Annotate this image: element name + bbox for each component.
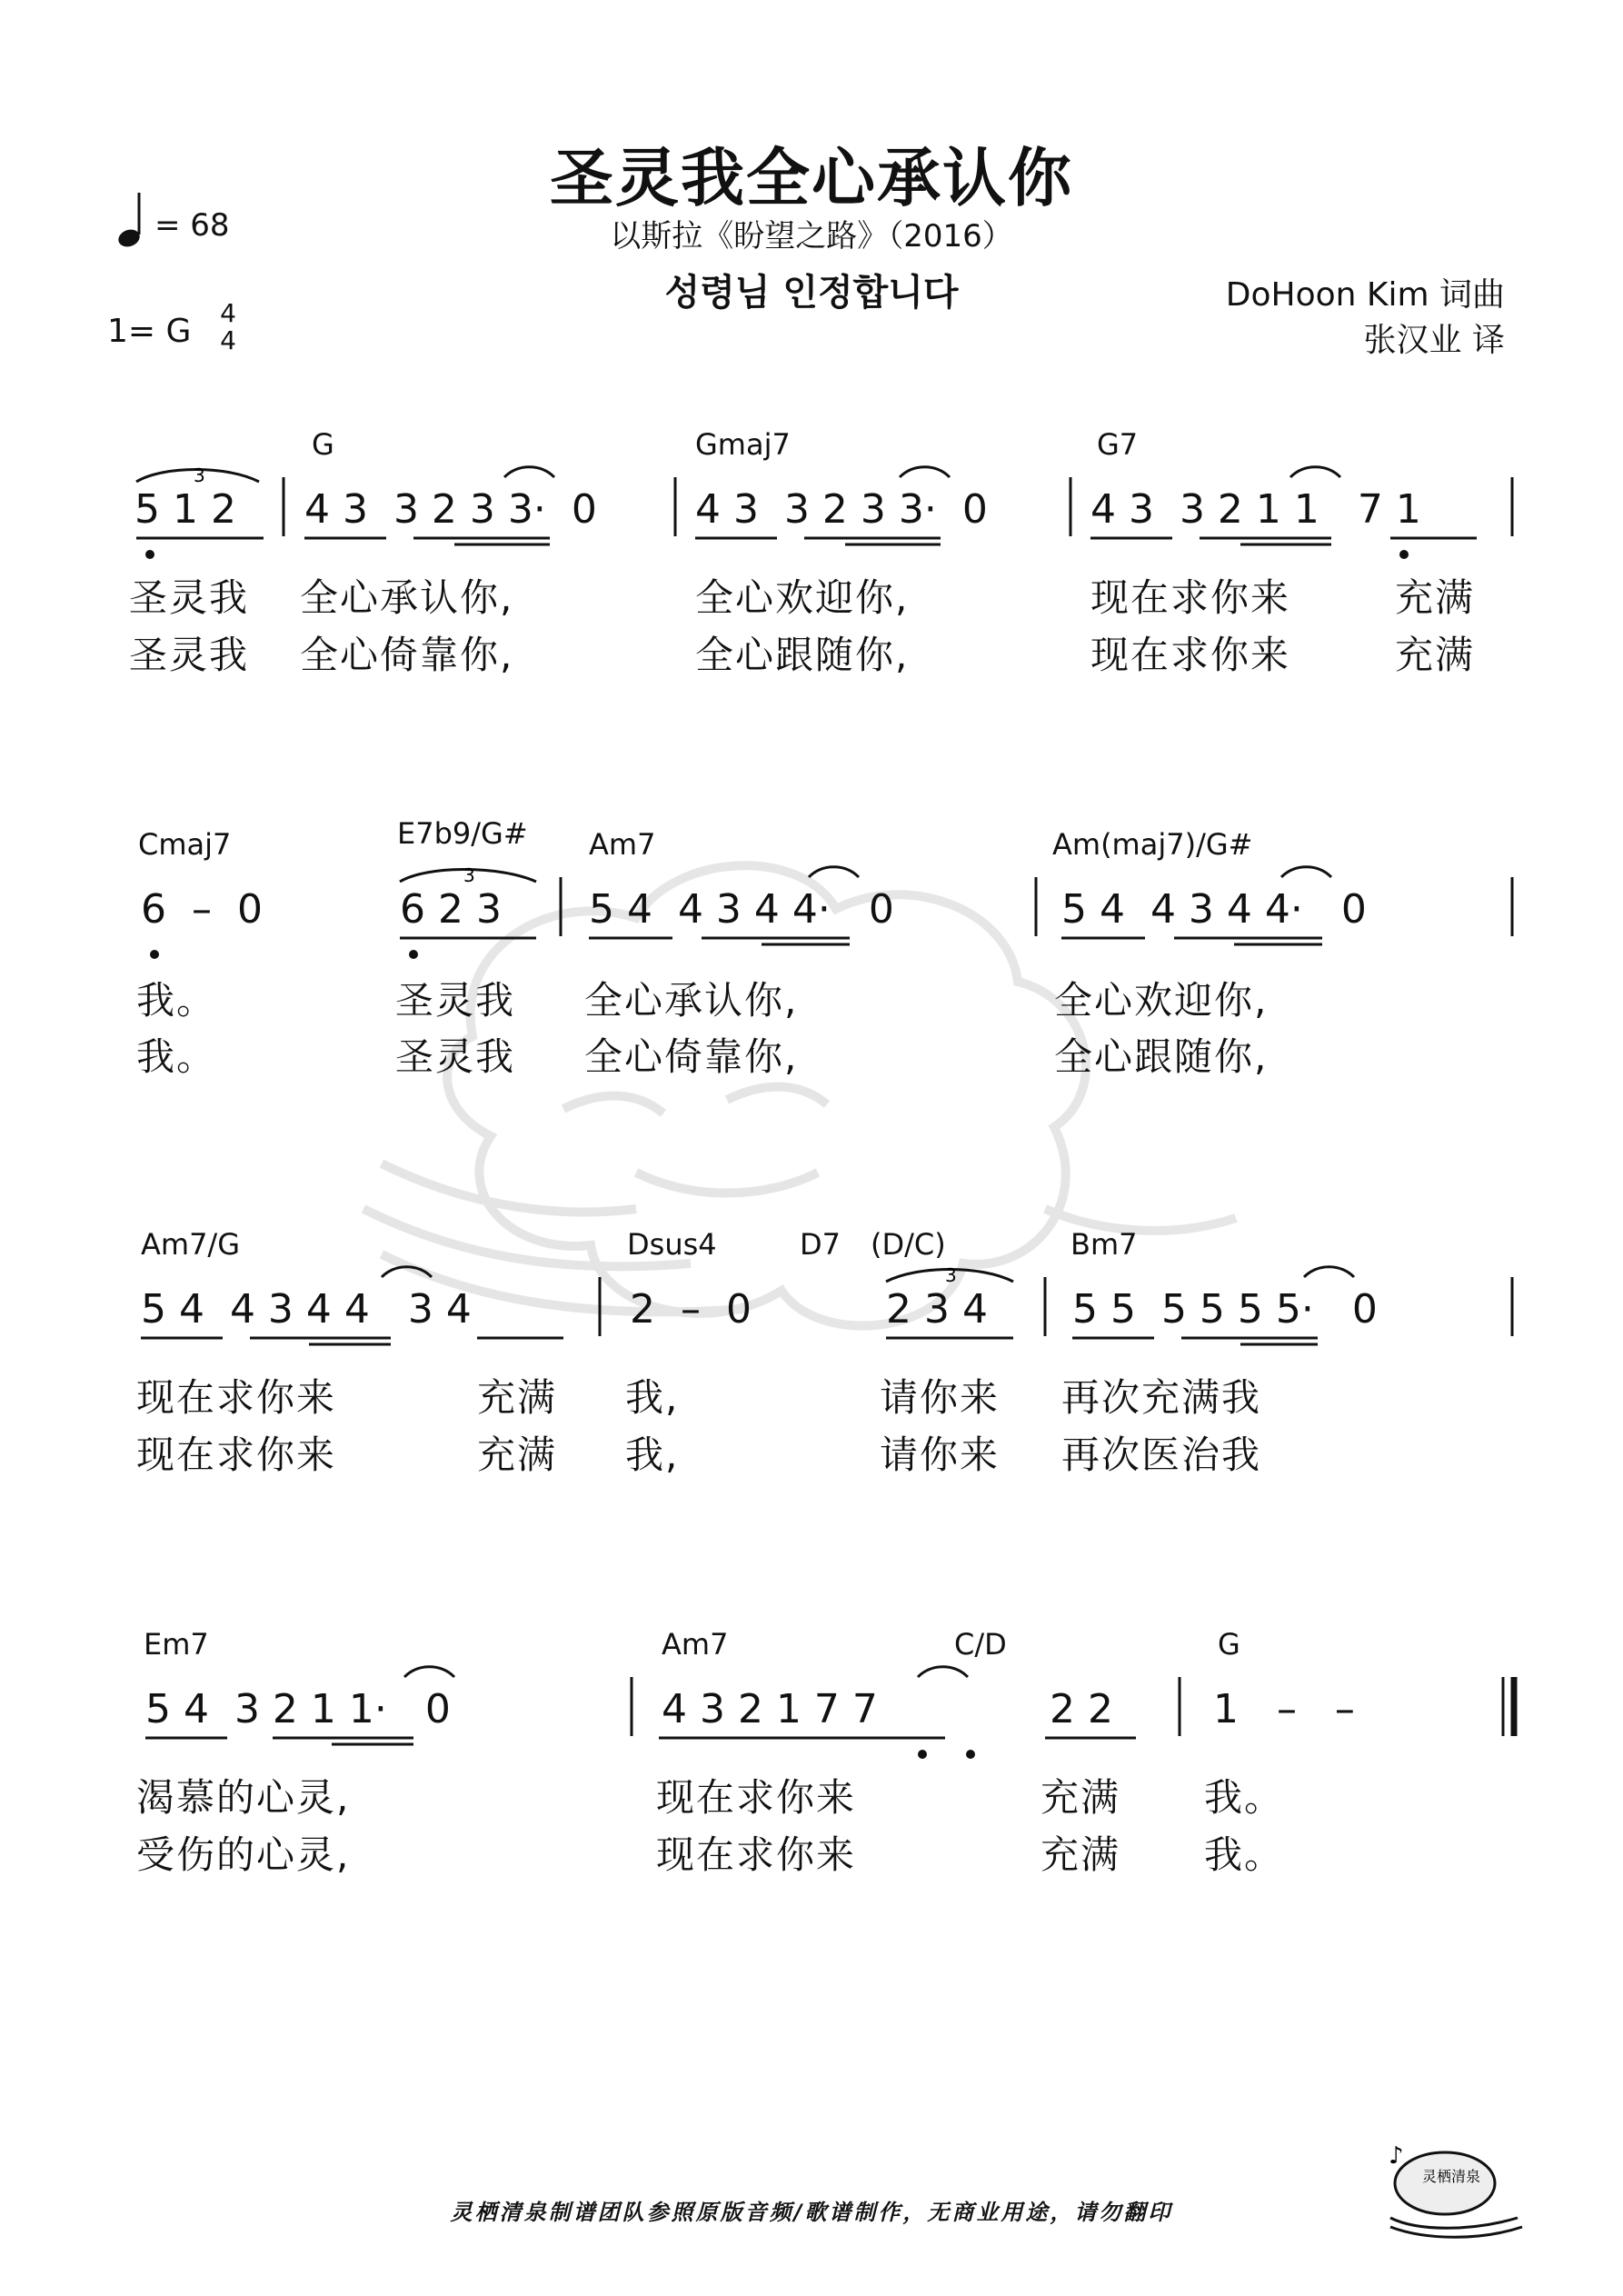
lyric-verse1: 我。: [136, 978, 217, 1023]
lyric-verse1: 我。: [1204, 1775, 1285, 1820]
notes-measure: 5 4 3 2 1 1· 0: [145, 1686, 451, 1732]
lyric-verse2: 充满: [1395, 633, 1476, 677]
lyric-verse2: 受伤的心灵,: [136, 1832, 351, 1877]
notes-measure: 2 – 0: [630, 1286, 752, 1333]
chord-label: Gmaj7: [695, 427, 791, 462]
notes-measure: 6 – 0: [141, 886, 263, 933]
lyric-verse1: 全心承认你,: [584, 978, 799, 1023]
notes-measure: 5 4 4 3 4 4· 0: [1061, 886, 1367, 933]
tempo-marking: = 68: [154, 207, 230, 244]
chord-label: Dsus4: [627, 1227, 717, 1262]
notes-measure: 5 5 5 5 5 5· 0: [1072, 1286, 1378, 1333]
lyric-verse2: 圣灵我: [129, 633, 250, 677]
chord-label: G: [1218, 1627, 1240, 1662]
lyric-verse1: 渴慕的心灵,: [136, 1775, 351, 1820]
notes-measure: 1 – –: [1213, 1686, 1355, 1732]
lyric-verse2: 现在求你来: [656, 1832, 857, 1877]
lyric-verse1: 全心欢迎你,: [695, 575, 910, 620]
lyric-verse2: 全心倚靠你,: [300, 633, 514, 677]
song-title: 圣灵我全心承认你: [550, 141, 1073, 215]
lyric-verse1: 请你来: [880, 1375, 1001, 1420]
notes-triplet: 6 2 3: [400, 886, 502, 933]
chord-label: Am7/G: [141, 1227, 240, 1262]
chord-label: Em7: [144, 1627, 209, 1662]
notes-measure: 5 4 4 3 4 4 3 4: [141, 1286, 472, 1333]
lyric-verse2: 请你来: [880, 1433, 1001, 1477]
time-sig-top: 4: [220, 298, 236, 328]
chord-label: Am7: [662, 1627, 729, 1662]
svg-text:3: 3: [463, 864, 475, 886]
chord-label: C/D: [954, 1627, 1007, 1662]
translator-credit: 张汉业 译: [1363, 322, 1505, 359]
notes-measure: 4 3 3 2 3 3· 0: [695, 486, 988, 533]
composer-credit: DoHoon Kim 词曲: [1225, 276, 1505, 314]
chord-label: (D/C): [871, 1227, 946, 1262]
lyric-verse2: 全心跟随你,: [1054, 1034, 1269, 1079]
footer-notice: 灵栖清泉制谱团队参照原版音频/歌谱制作，无商业用途，请勿翻印: [450, 2200, 1173, 2225]
notes-pickup: 5 1 2: [134, 486, 236, 533]
time-sig-bottom: 4: [220, 325, 236, 355]
lyric-verse2: 充满: [1041, 1832, 1121, 1877]
chord-label: E7b9/G#: [397, 816, 528, 851]
lyric-verse2: 现在求你来: [1090, 633, 1291, 677]
lyric-verse1: 充满: [1395, 575, 1476, 620]
lyric-verse1: 现在求你来: [1090, 575, 1291, 620]
lyric-verse2: 全心倚靠你,: [584, 1034, 799, 1079]
notes-measure: 5 4 4 3 4 4· 0: [589, 886, 894, 933]
notes-measure: 4 3 3 2 3 3· 0: [304, 486, 597, 533]
lyric-verse2: 充满: [477, 1433, 558, 1477]
notes-measure: 4 3 2 1 7 7: [662, 1686, 878, 1732]
lyric-verse1: 充满: [477, 1375, 558, 1420]
lyric-verse2: 我,: [625, 1433, 680, 1477]
lyric-verse1: 圣灵我: [129, 575, 250, 620]
chord-label: D7: [800, 1227, 841, 1262]
key-signature: 1= G: [107, 313, 192, 350]
music-note-icon: ♪: [1389, 2142, 1404, 2170]
lyric-verse1: 充满: [1041, 1775, 1121, 1820]
lyric-verse2: 圣灵我: [395, 1034, 516, 1079]
notes-triplet: 2 3 4: [886, 1286, 988, 1333]
lyric-verse2: 我。: [136, 1034, 217, 1079]
chord-label: G7: [1097, 427, 1139, 462]
lyric-verse1: 现在求你来: [656, 1775, 857, 1820]
lyric-verse1: 现在求你来: [136, 1375, 337, 1420]
lyric-verse2: 我。: [1204, 1832, 1285, 1877]
lyric-verse1: 全心承认你,: [300, 575, 514, 620]
logo-text: 灵栖清泉: [1422, 2168, 1481, 2185]
quarter-note-icon: [116, 193, 143, 250]
lyric-verse2: 全心跟随你,: [695, 633, 910, 677]
svg-text:3: 3: [194, 464, 205, 486]
lyric-verse1: 我,: [625, 1375, 680, 1420]
album-subtitle: 以斯拉《盼望之路》（2016）: [610, 218, 1013, 255]
notes-measure: 2 2: [1050, 1686, 1113, 1732]
lyric-verse1: 全心欢迎你,: [1054, 978, 1269, 1023]
svg-text:3: 3: [945, 1264, 957, 1286]
korean-title: 성령님 인정합니다: [664, 272, 959, 314]
lyric-verse2: 再次医治我: [1061, 1433, 1262, 1477]
notes-measure: 4 3 3 2 1 1 7 1: [1090, 486, 1421, 533]
chord-label: Cmaj7: [138, 827, 232, 862]
chord-label: Bm7: [1070, 1227, 1138, 1262]
lyric-verse1: 再次充满我: [1061, 1375, 1262, 1420]
time-signature: [214, 300, 242, 354]
chord-label: G: [312, 427, 334, 462]
lyric-verse2: 现在求你来: [136, 1433, 337, 1477]
chord-label: Am7: [589, 827, 656, 862]
chord-label: Am(maj7)/G#: [1052, 827, 1253, 862]
lyric-verse1: 圣灵我: [395, 978, 516, 1023]
